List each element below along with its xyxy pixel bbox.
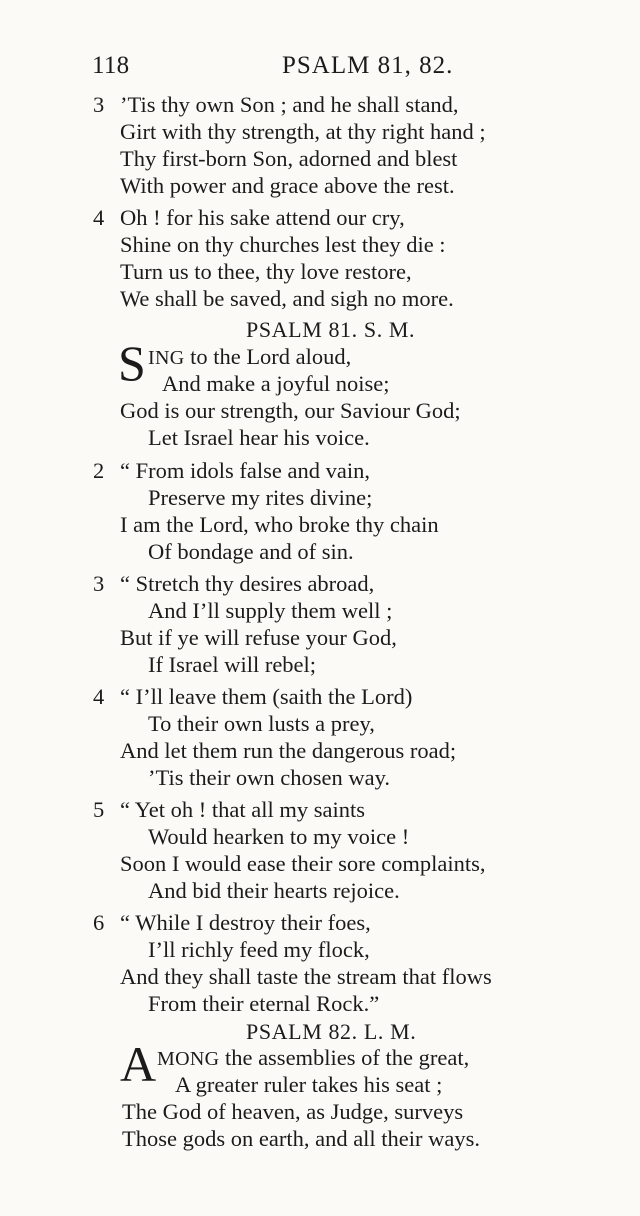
verse-line: But if ye will refuse your God, (120, 625, 397, 650)
verse-line: ’Tis thy own Son ; and he shall stand, (120, 92, 459, 117)
first-word-caps: MONG (157, 1048, 220, 1070)
verse-line: From their eternal Rock.” (148, 991, 380, 1016)
verse-line: Girt with thy strength, at thy right hand ; (120, 119, 486, 144)
page-header (92, 52, 612, 84)
stanza-number: 3 (93, 571, 105, 596)
verse-line: If Israel will rebel; (148, 652, 317, 677)
verse-line: Shine on thy churches lest they die : (120, 232, 446, 257)
verse-line: Thy first-born Son, adorned and blest (120, 146, 458, 171)
running-title: PSALM 81, 82. (282, 52, 454, 79)
stanza-number: 4 (93, 684, 105, 709)
verse-line: And I’ll supply them well ; (148, 598, 393, 623)
verse-line: Turn us to thee, thy love restore, (120, 259, 412, 284)
drop-cap-letter: A (120, 1036, 157, 1092)
verse-line: Of bondage and of sin. (148, 539, 354, 564)
verse-line: Let Israel hear his voice. (148, 425, 370, 450)
verse-line: To their own lusts a prey, (148, 711, 375, 736)
first-line-rest: to the Lord aloud, (184, 344, 352, 369)
verse-line: Soon I would ease their sore complaints, (120, 851, 486, 876)
verse-line: Oh ! for his sake attend our cry, (120, 205, 405, 230)
verse-line: Preserve my rites divine; (148, 485, 373, 510)
drop-cap-letter: S (118, 335, 146, 391)
psalm-81-title: PSALM 81. S. M. (246, 317, 416, 342)
stanza-number: 3 (93, 92, 105, 117)
verse-line: A greater ruler takes his seat ; (175, 1072, 443, 1097)
verse-line: ’Tis their own chosen way. (148, 765, 391, 790)
stanza-number: 5 (93, 797, 105, 822)
verse-line: God is our strength, our Saviour God; (120, 398, 461, 423)
verse-line: The God of heaven, as Judge, surveys (122, 1099, 464, 1124)
stanza-number: 4 (93, 205, 105, 230)
verse-line: Would hearken to my voice ! (148, 824, 410, 849)
verse-line: And make a joyful noise; (162, 371, 390, 396)
verse-line: I’ll richly feed my flock, (148, 937, 370, 962)
verse-line: And bid their hearts rejoice. (148, 878, 400, 903)
verse-line: I am the Lord, who broke thy chain (120, 512, 439, 537)
verse-line: And let them run the dangerous road; (120, 738, 457, 763)
first-line-rest: the assemblies of the great, (219, 1045, 470, 1070)
page-number: 118 (92, 52, 130, 79)
verse-line-first (157, 1047, 469, 1070)
verse-line: “ Yet oh ! that all my saints (120, 797, 365, 822)
verse-line: “ While I destroy their foes, (120, 910, 371, 935)
psalm-82-title: PSALM 82. L. M. (246, 1019, 417, 1044)
first-word-caps: ING (148, 347, 185, 369)
verse-line-first (148, 346, 351, 369)
verse-line: And they shall taste the stream that flows (120, 964, 492, 989)
verse-line: “ Stretch thy desires abroad, (120, 571, 375, 596)
verse-line: “ I’ll leave them (saith the Lord) (120, 684, 413, 709)
verse-line: “ From idols false and vain, (120, 458, 370, 483)
verse-line: With power and grace above the rest. (120, 173, 455, 198)
stanza-number: 2 (93, 458, 105, 483)
verse-line: We shall be saved, and sigh no more. (120, 286, 454, 311)
verse-line: Those gods on earth, and all their ways. (122, 1126, 481, 1151)
stanza-number: 6 (93, 910, 105, 935)
